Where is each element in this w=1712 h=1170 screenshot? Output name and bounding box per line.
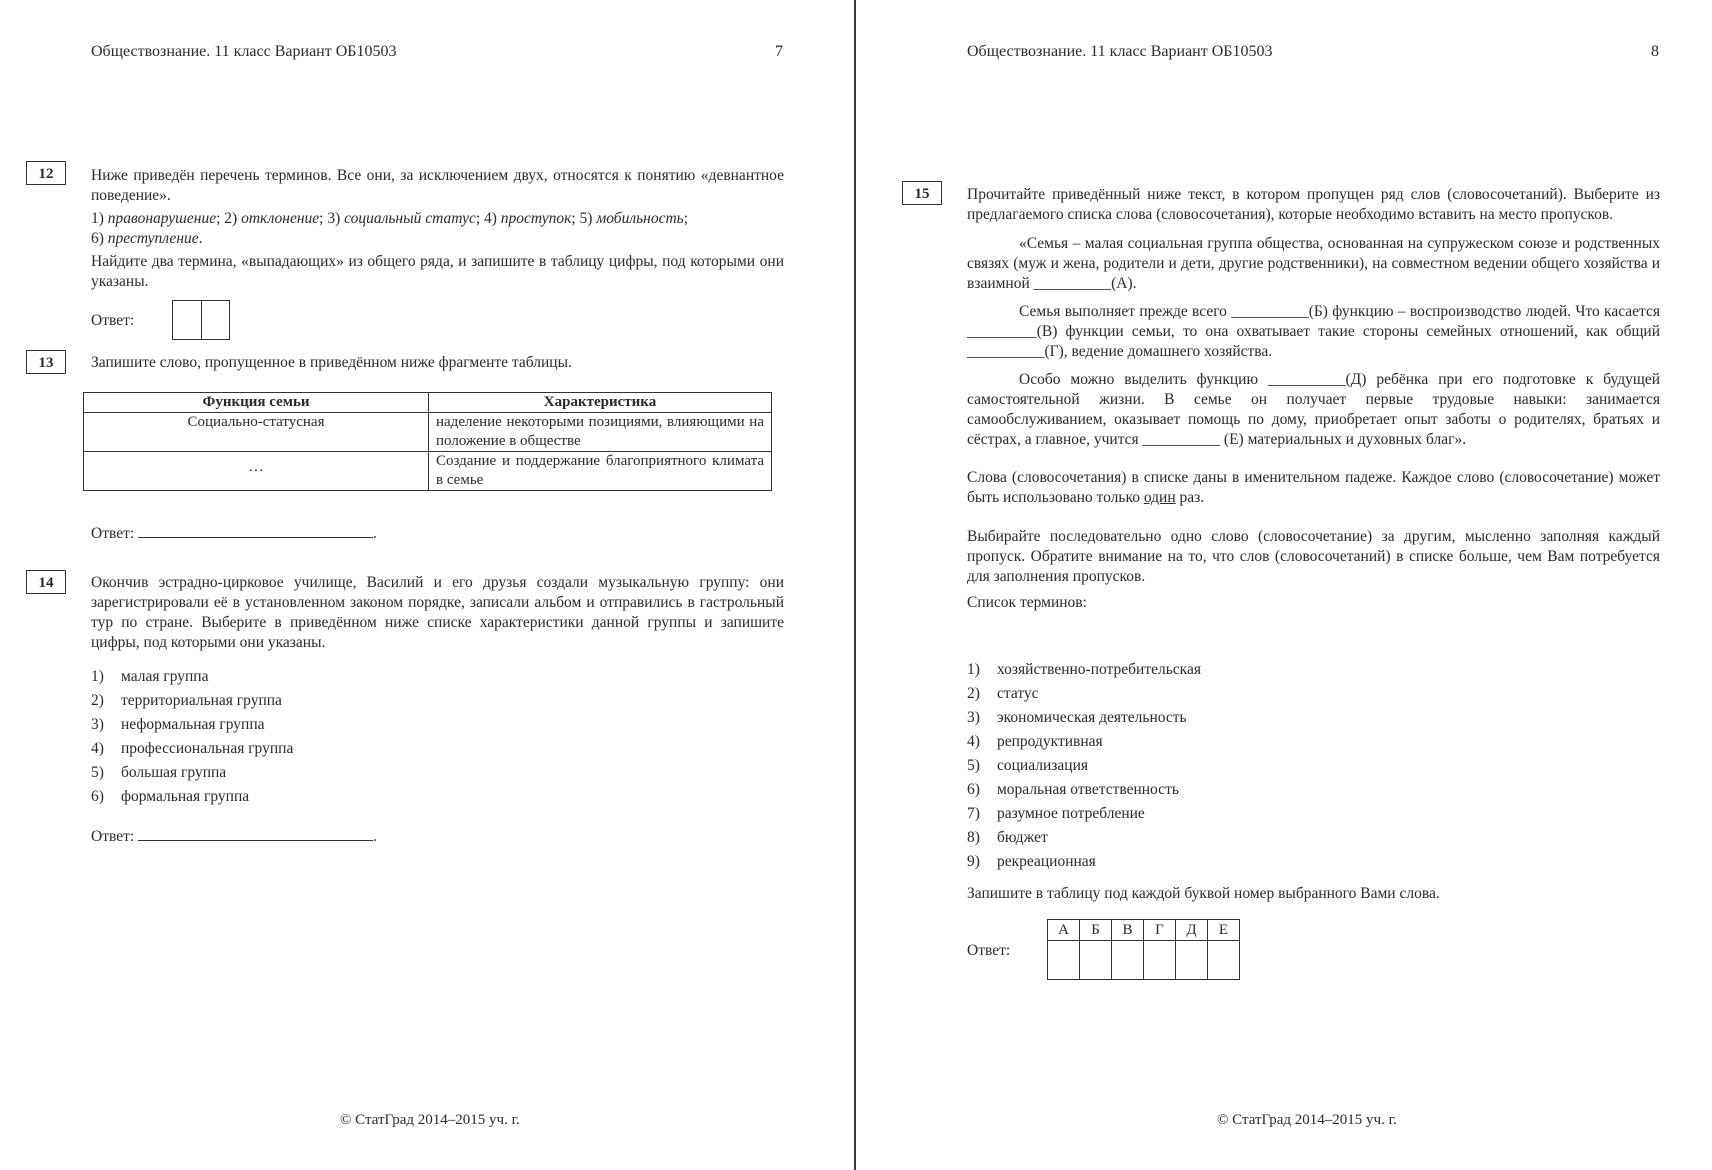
list-item [91,665,293,689]
q12-answer-label: Ответ: [91,312,135,329]
page-number: 7 [775,43,783,60]
term-text: бюджет [997,829,1048,846]
question-number-14: 14 [26,570,66,594]
q15-text [967,185,1660,613]
q15-paragraph-2: Семья выполняет прежде всего __________(Б) функцию – воспроизводство людей. Что касается _________(В) функции семьи, то она охватывает такие стороны семейных отношений, как общий __________(Г), ведение домашнего хозяйства. [967,303,1660,360]
grid-letter: Д [1176,920,1208,941]
q12-term-num-1: 1) [91,210,108,227]
q12-term-num-6: 6) [91,230,108,247]
list-item [967,754,1201,778]
option-text: формальная группа [121,788,250,805]
q15-intro: Прочитайте приведённый ниже текст, в котором пропущен ряд слов (словосочетаний). Выберите из предлагаемого списка слова (словосочетания), которые необходимо вставить на место пропусков. [967,186,1660,223]
term-text: репродуктивная [997,733,1103,750]
q12-task: Найдите два термина, «выпадающих» из общего ряда, и запишите в таблицу цифры, под которыми они указаны. [91,253,784,290]
q13-table-cell: Создание и поддержание благоприятного климата в семье [429,452,772,491]
q13-table-cell: наделение некоторыми позициями, влияющими на положение в обществе [429,413,772,452]
page-number: 8 [1651,43,1659,60]
option-number: 3) [91,716,104,733]
page-header-title: Обществознание. 11 класс Вариант ОБ10503 [91,43,397,60]
left-page [0,0,854,1170]
q14-answer-label: Ответ: [91,828,135,845]
q14-options [91,665,293,809]
q12-term-5: мобильность [596,210,684,227]
q12-terms [91,209,784,249]
q15-note [967,468,1660,508]
list-item [967,658,1201,682]
list-item [91,713,293,737]
list-item [91,785,293,809]
q12-term-3: социальный статус [344,210,476,227]
option-text: профессиональная группа [121,740,294,757]
term-text: хозяйственно-потребительская [997,661,1201,678]
list-item [91,761,293,785]
option-text: неформальная группа [121,716,265,733]
question-number-12: 12 [26,161,66,185]
term-number: 4) [967,733,980,750]
option-text: малая группа [121,668,209,685]
q15-answer-label: Ответ: [967,942,1011,959]
q12-answer-box[interactable] [172,300,230,340]
q13-table [83,392,772,491]
option-number: 5) [91,764,104,781]
q13-answer-line[interactable] [138,523,373,538]
q13-answer [91,523,377,544]
q14-answer-line[interactable] [138,826,373,841]
list-item [91,689,293,713]
grid-answer-cell[interactable] [1144,941,1176,980]
list-item [967,706,1201,730]
q12-term-end: . [198,230,203,247]
option-text: большая группа [121,764,227,781]
q15-paragraph-1: «Семья – малая социальная группа общества, основанная на супружеском союзе и родственных связях (муж и жена, родители и дети, другие родственники), на совместном ведении общего хозяйства и взаимной __________(А). [967,235,1660,292]
q12-term-num-2: ; 2) [216,210,242,227]
q13-table-header-characteristic: Характеристика [429,393,772,413]
list-item [967,730,1201,754]
right-page [857,0,1712,1170]
q15-table-instruction: Запишите в таблицу под каждой буквой номер выбранного Вами слова. [967,885,1440,902]
term-number: 7) [967,805,980,822]
list-item [967,802,1201,826]
term-number: 8) [967,829,980,846]
term-text: статус [997,685,1039,702]
grid-letter: Б [1080,920,1112,941]
term-number: 5) [967,757,980,774]
term-text: социализация [997,757,1088,774]
q13-task: Запишите слово, пропущенное в приведённом ниже фрагменте таблицы. [91,354,572,371]
list-item [967,778,1201,802]
page-divider [854,0,856,1170]
q13-answer-label: Ответ: [91,525,135,542]
question-number-15: 15 [902,181,942,205]
question-number-13: 13 [26,350,66,374]
term-text: рекреационная [997,853,1096,870]
q12-term-1: правонарушение [107,210,217,227]
option-number: 2) [91,692,104,709]
q12-term-num-4: ; 4) [475,210,501,227]
q14-answer [91,826,377,847]
page-header-title: Обществознание. 11 класс Вариант ОБ10503 [967,43,1273,60]
term-text: разумное потребление [997,805,1145,822]
footer-copyright: © СтатГрад 2014–2015 уч. г. [1217,1112,1397,1128]
q15-paragraph-3: Особо можно выделить функцию __________(Д) ребёнка при его подготовке к будущей самостоятельной жизни. В семье он получает первые трудовые навыки: занимается самообслуживанием, оказывает помощь по дому, приобретает опыт заботы о родителях, братьях и сёстрах, а главное, учится __________ (Е) материальных и духовных благ». [967,371,1660,448]
q14-answer-end: . [373,828,377,845]
q13-table-header-function: Функция семьи [84,393,429,413]
list-item [967,826,1201,850]
option-number: 6) [91,788,104,805]
q12-term-num-5: ; 5) [571,210,597,227]
q15-instruction: Выбирайте последовательно одно слово (словосочетание) за другим, мысленно заполняя каждый пропуск. Обратите внимание на то, что слов (словосочетаний) в списке больше, чем Вам потребуется для заполнения пропусков. [967,528,1660,585]
q13-answer-end: . [373,525,377,542]
grid-letter: А [1048,920,1080,941]
term-text: экономическая деятельность [997,709,1187,726]
q15-note-end: раз. [1175,489,1205,506]
q12-term-6: преступление [107,230,199,247]
grid-answer-cell[interactable] [1048,941,1080,980]
q14-task: Окончив эстрадно-цирковое училище, Василий и его друзья создали музыкальную группу: они зарегистрировали её в установленном законом порядке, записали альбом и отправились в гастрольный тур по стране. Выберите в приведённом ниже списке характеристики данной группы и запишите цифры, под которыми они указаны. [91,574,784,651]
q12-term-num-3: ; 3) [319,210,345,227]
list-item [967,850,1201,874]
grid-letter: Г [1144,920,1176,941]
q15-list-title: Список терминов: [967,594,1087,611]
grid-answer-cell[interactable] [1112,941,1144,980]
term-number: 3) [967,709,980,726]
option-text: территориальная группа [121,692,282,709]
q13-table-cell: Социально-статусная [84,413,429,452]
term-text: моральная ответственность [997,781,1179,798]
option-number: 4) [91,740,104,757]
grid-answer-cell[interactable] [1080,941,1112,980]
grid-letter: Е [1208,920,1240,941]
q15-answer-grid [1047,919,1240,980]
term-number: 1) [967,661,980,678]
q12-term-sep: ; [683,210,689,227]
q15-terms-list [967,658,1201,874]
grid-answer-cell[interactable] [1176,941,1208,980]
term-number: 2) [967,685,980,702]
q15-note-underlined: один [1143,489,1176,506]
q12-term-2: отклонение [241,210,320,227]
grid-answer-cell[interactable] [1208,941,1240,980]
q12-intro: Ниже приведён перечень терминов. Все они, за исключением двух, относятся к понятию «девнантное поведение». [91,167,784,204]
q13-table-cell-missing: … [84,452,429,491]
footer-copyright: © СтатГрад 2014–2015 уч. г. [340,1112,520,1128]
q15-note-text: Слова (словосочетания) в списке даны в именительном падеже. Каждое слово (словосочетание) может быть использовано только [967,469,1660,506]
q12-answer-box-divider [201,301,202,339]
q12-term-4: проступок [500,210,572,227]
list-item [967,682,1201,706]
term-number: 6) [967,781,980,798]
q12-block [91,166,784,292]
term-number: 9) [967,853,980,870]
grid-letter: В [1112,920,1144,941]
list-item [91,737,293,761]
option-number: 1) [91,668,104,685]
